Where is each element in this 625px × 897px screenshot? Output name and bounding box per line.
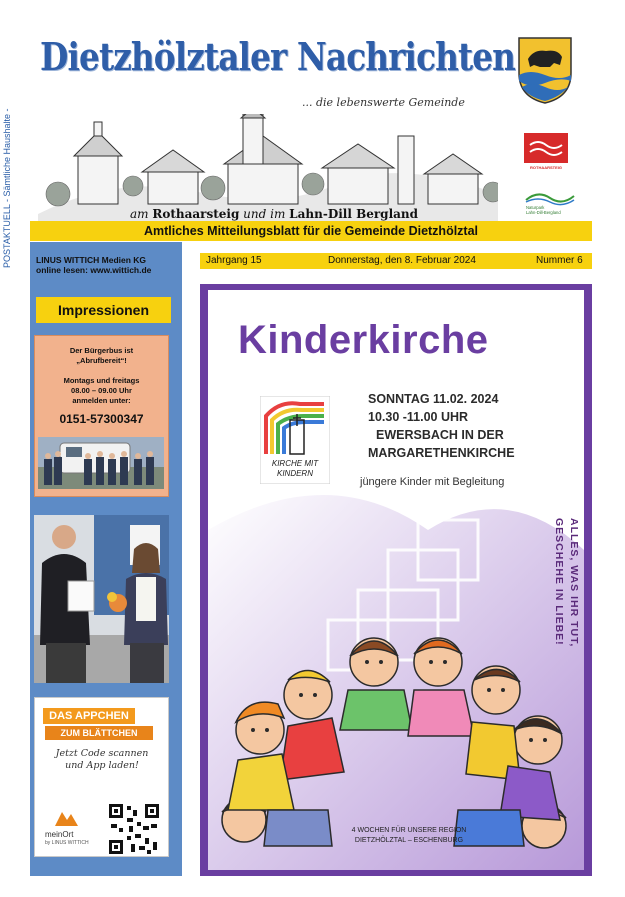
newspaper-title: Dietzhölztaler Nachrichten xyxy=(40,34,516,79)
app-hand-line-1: Jetzt Code scannen xyxy=(55,748,149,759)
app-promo-handwriting xyxy=(41,748,163,772)
issue-info-bar xyxy=(200,253,592,269)
bus-line-4: 08.00 – 09.00 Uhr xyxy=(71,386,132,395)
bus-group-photo xyxy=(38,437,164,489)
postal-side-label: POSTAKTUELL - Sämtliche Haushalte - xyxy=(2,108,12,268)
bus-line-1: Der Bürgerbus ist xyxy=(69,346,134,355)
app-promo-title: DAS APPCHEN xyxy=(43,708,135,724)
masthead xyxy=(30,30,596,220)
event-details xyxy=(368,390,578,462)
meinort-logo-icon xyxy=(51,808,81,830)
publisher-online-link[interactable]: online lesen: www.wittich.de xyxy=(36,265,152,275)
issue-date: Donnerstag, den 8. Februar 2024 xyxy=(328,255,476,266)
poster-footer xyxy=(344,826,474,846)
section-heading: Impressionen xyxy=(36,297,171,323)
region-rothaarsteig: Rothaarsteig xyxy=(152,207,240,221)
region-line xyxy=(130,207,418,221)
poster-title: Kinderkirche xyxy=(238,318,489,362)
newspaper-subtitle: ... die lebenswerte Gemeinde xyxy=(302,96,465,109)
issue-number: Nummer 6 xyxy=(536,255,583,266)
bus-phone-number: 0151-57300347 xyxy=(59,412,144,426)
bus-schedule xyxy=(35,376,168,406)
region-lahn-dill: Lahn-Dill Bergland xyxy=(289,207,419,221)
app-promo-subtitle: ZUM BLÄTTCHEN xyxy=(45,726,153,740)
event-location-1: EWERSBACH IN DER xyxy=(376,428,504,442)
poster-content xyxy=(208,290,584,870)
app-promo xyxy=(34,697,169,857)
bus-intro xyxy=(35,346,168,366)
publisher-info xyxy=(36,255,171,275)
poster-motto: ALLES, WAS IHR TUT, GESCHEHE IN LIEBE! xyxy=(553,518,580,648)
children-circle-illustration xyxy=(208,490,584,870)
region-mid: und im xyxy=(239,207,290,221)
app-brand-by: by LINUS WITTICH xyxy=(45,840,89,846)
naturpark-logo-text-2: Lahn-Dill-Bergland xyxy=(526,210,561,215)
issue-volume: Jahrgang 15 xyxy=(206,255,262,266)
official-banner: Amtliches Mitteilungsblatt für die Gemeinde Dietzhölztal xyxy=(30,221,592,241)
rothaarsteig-logo-text: ROTHAARSTEIG xyxy=(530,165,562,170)
publisher-name: LINUS WITTICH Medien KG xyxy=(36,255,147,265)
bus-line-2: „Abrufbereit“! xyxy=(76,356,127,365)
logo-text-1: KIRCHE MIT xyxy=(271,459,319,468)
naturpark-logo-icon xyxy=(524,188,576,216)
naturpark-logo-text-1: Naturpark xyxy=(526,205,545,210)
logo-text-2: KINDERN xyxy=(276,469,314,478)
event-date: SONNTAG 11.02. 2024 xyxy=(368,392,499,406)
poster-footer-line-2: DIETZHÖLZTAL – ESCHENBURG xyxy=(354,837,464,844)
event-location-2: MARGARETHENKIRCHE xyxy=(368,446,515,460)
event-audience: jüngere Kinder mit Begleitung xyxy=(360,476,505,488)
kirche-mit-kindern-logo-icon xyxy=(260,396,330,484)
municipal-crest-icon xyxy=(516,35,574,105)
qr-code-icon[interactable] xyxy=(107,802,161,856)
app-hand-line-2: und App laden! xyxy=(65,760,139,771)
ceremony-photo xyxy=(34,515,169,683)
event-time: 10.30 -11.00 UHR xyxy=(368,410,469,424)
bus-line-3: Montags und freitags xyxy=(63,376,140,385)
bus-line-5: anmelden unter: xyxy=(72,396,131,405)
region-pre: am xyxy=(130,207,153,221)
poster-footer-line-1: 4 WOCHEN FÜR UNSERE REGION xyxy=(351,827,467,834)
kinderkirche-poster xyxy=(200,284,592,876)
rothaarsteig-logo-icon xyxy=(524,133,568,171)
app-brand-name: meinOrt xyxy=(45,830,74,839)
